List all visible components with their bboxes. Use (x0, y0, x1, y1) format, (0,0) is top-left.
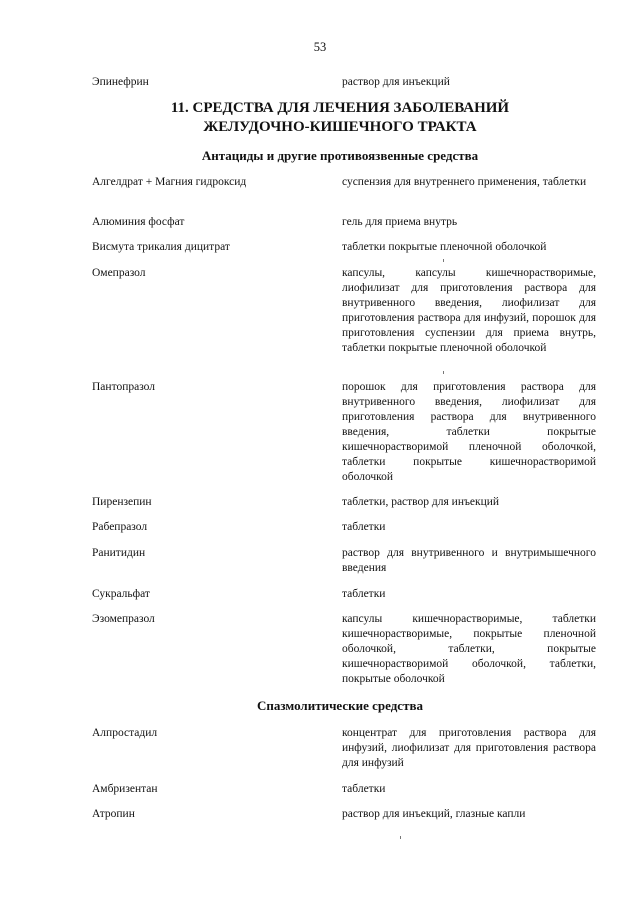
scan-mark (443, 371, 444, 374)
drug-name: Ранитидин (92, 547, 146, 559)
dosage-form: раствор для внутривенного и внутримышечного введения (342, 547, 596, 574)
group-title-antacids: Антациды и другие противоязвенные средства (201, 148, 479, 163)
dosage-form: таблетки (342, 783, 386, 795)
drug-name: Эпинефрин (92, 76, 149, 88)
dosage-form: раствор для инъекций, глазные капли (342, 808, 526, 820)
section-title-line2: ЖЕЛУДОЧНО-КИШЕЧНОГО ТРАКТА (203, 119, 477, 135)
scan-mark (443, 259, 444, 262)
drug-name: Сукральфат (92, 588, 150, 600)
dosage-form: раствор для инъекций (342, 76, 450, 88)
drug-name: Пантопразол (92, 381, 156, 393)
page-number: 53 (313, 40, 327, 54)
group-title-antispasmodics: Спазмолитические средства (257, 698, 423, 713)
dosage-form: капсулы, капсулы кишечнорастворимые, лиофилизат для приготовления раствора для внутривенного введения, лиофилизат для приготовления раствора для инфузий, порошок для приготовления суспензии для приема внутрь, таблетки покрытые пленочной оболочкой (342, 267, 596, 354)
section-title-line1: 11. СРЕДСТВА ДЛЯ ЛЕЧЕНИЯ ЗАБОЛЕВАНИЙ (170, 100, 510, 116)
dosage-form: таблетки (342, 588, 386, 600)
dosage-form: капсулы кишечнорастворимые, таблетки кишечнорастворимые, покрытые пленочной оболочкой, таблетки, покрытые кишечнорастворимой оболочкой, таблетки, покрытые оболочкой (342, 613, 596, 685)
dosage-form: таблетки, раствор для инъекций (342, 496, 500, 508)
drug-name: Рабепразол (92, 521, 148, 533)
dosage-form: суспензия для внутреннего применения, таблетки (342, 176, 587, 188)
drug-name: Пирензепин (92, 496, 152, 508)
dosage-form: концентрат для приготовления раствора для инфузий, лиофилизат для приготовления раствора для инфузий (342, 727, 596, 769)
scan-mark (400, 836, 401, 839)
drug-name: Висмута трикалия дицитрат (92, 241, 230, 253)
drug-name: Алгелдрат + Магния гидроксид (92, 176, 247, 188)
dosage-form: порошок для приготовления раствора для внутривенного введения, лиофилизат для приготовления раствора для внутривенного введения, таблетки покрытые кишечнорастворимой пленочной оболочкой, таблетки покрытые кишечнорастворимой оболочкой (342, 381, 596, 483)
dosage-form: таблетки (342, 521, 386, 533)
drug-name: Алюминия фосфат (92, 216, 185, 228)
drug-name: Алпростадил (92, 727, 158, 739)
drug-name: Атропин (92, 808, 135, 820)
dosage-form: таблетки покрытые пленочной оболочкой (342, 241, 547, 253)
drug-name: Амбризентан (92, 783, 158, 795)
dosage-form: гель для приема внутрь (342, 216, 458, 228)
drug-name: Омепразол (92, 267, 146, 279)
drug-name: Эзомепразол (92, 613, 155, 625)
